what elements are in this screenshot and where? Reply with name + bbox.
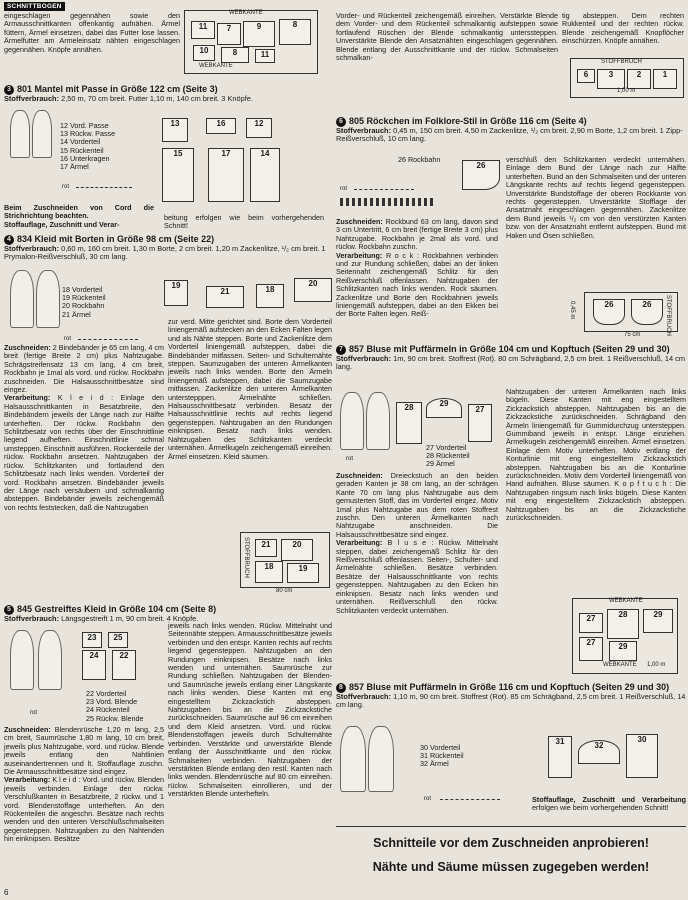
section-code: 805 [349, 116, 365, 126]
pattern-piece: 11 [191, 21, 215, 39]
pattern-piece: 2 [627, 69, 651, 89]
pattern-piece: 18 [256, 284, 284, 308]
paragraph: zur verd. Mitte gerichtet sind. Borte dem Vorderteil liniengemäß aufstecken an den Ecken Falten legen und als Nähte steppen. Borte und Zackenlitze dem Vorderteil liniengemäß aufsteppen, dabei die Bindebänder mitfassen. Seiten- und Schulternähte steppen. Saumzugaben der unteren Ärmelkanten jeweils nach links wenden. Borte den Ärmeln liniengemäß aufsteppen, dabei die Saumzugabe mitfassen. Zackenlitze den unteren Ärmelkanten unterstepppen. Ärmelnähte schließen. Halsausschnittbesatz verbinden. Besatz der Halsausschnittlinie rechts auf rechts liegend gegensteppen. Nahtzugaben an den Rundungen einknipsen. Besatz nach links wenden. Nahtzugaben des Schlitzkanten verdeckt unternähen. Ärmelkugeln zeichengemäß einreihen. Ärmel einsetzen. Kleid säumen. [168, 317, 332, 461]
rot-label: rot [340, 186, 348, 192]
paragraph: K l e i d : Einlage den Halsausschnittkanten in Besatzbreite, den Bindebändern jeweils der Länge nach zur Hälfte unterheften. Der rückw. Rockbahn den Schlitzbesatz von rechts über der Einschnittlinie liegend aufheften. Einschnittlinie schmal umsteppen. Einschnitt ausführen. Rockenteile der rückw. Rockbahn ansetzen. Nahtzugaben der rückw. Schlitzkanten und fortlaufend den Schlitzbesatz nach links wenden. Vorderteil der vord. Rockbahn ansetzen. Bindebänder jeweils der Länge nach versäubern und schmalkantig absteppen. Bindebänder jeweils zeichengemäß von rechts feststecken, daß die Nahtzugaben [4, 393, 164, 512]
part-item: 25 Rückw. Blende [86, 713, 144, 723]
part-item: 23 Vord. Blende [86, 697, 138, 707]
pattern-piece: 18 [255, 561, 283, 583]
diagram-label: WEBKANTE [229, 10, 263, 16]
pattern-piece: 7 [217, 23, 241, 45]
paragraph: Rockbund 63 cm lang, davon sind 3 cm Untertritt, 6 cm breit (fertige Breite 3 cm) plus Nahtzugabe. Rockbahn je 2mal als vord. und rückw. Rockbahn zuschn. [336, 217, 498, 252]
paragraph: Vorder- und Rückenteil zeichengemäß einreihen. Verstärkte Blende dem Vorder- und dem Rückenteil schmalkantig aufsteppen sowie fortlaufend Rüschen der Blende schmalkantig unterssteppen. Unverstärkte Blende den Ansatznähten eingeschlagen gegennähen. Blende entlang der Ausschnittkante und der rückw. Schmalseiten schmalkan- [336, 11, 558, 63]
label: Stoffverbrauch: [336, 353, 392, 363]
pattern-piece: 26 [462, 160, 500, 190]
value: Längsgestreift 1 m, 90 cm breit. 4 Knöpfe. [61, 613, 199, 623]
note-text: beitung erfolgen wie beim vorhergehenden Schnitt! [164, 213, 324, 231]
part-item: 12 Vord. Passe [60, 121, 109, 130]
pattern-piece: 20 [294, 278, 332, 302]
parts-list [60, 122, 115, 171]
note [532, 796, 686, 813]
selvedge-line [78, 339, 138, 340]
label: Zuschneiden: [4, 725, 51, 734]
value: 1m, 90 cm breit. Stoffrest (Rot). 80 cm Schrägband, 2,5 cm breit. 1 Reißverschluß, 14 cm lang. [336, 353, 685, 372]
child-figure-illustration [368, 726, 394, 792]
fabric-consumption [4, 95, 334, 103]
section-heading: Bluse mit Puffärmeln in Größe 104 cm und Kopftuch (Seiten 29 und 30) [366, 344, 670, 354]
assembly-instructions [506, 156, 686, 240]
pattern-piece: 27 [579, 613, 603, 633]
paragraph: Dreieckstuch an den beiden geraden Kanten je 38 cm lang, an der schrägen Kante 70 cm lang plus Nahtzugabe aus dem gemusterten Stoff, das im Vorderteil eingez. Motiv 1mal plus Nahtzugabe aus dem roten Stoffrest zuschn. Den unteren Ärmelkanten nach Nahtzugabe anschneiden. Die Halsausschnittbesätze sind eingez. [336, 471, 499, 539]
paragraph: tig absteppen. Dem rechten Rukkenteil und der rechten rückw. Blende zeichengemäß Knopflöcher einschürzen. Knöpfe annähen. [562, 11, 684, 46]
section-number: 5 [4, 605, 14, 615]
paragraph: R o c k : Rockbahnen verbinden und zur Rundung schließen, dabei an der linken Seitennaht zeichengemäß Schlitz für den Reißverschluß offenlassen. Nahtzugaben der Schlitzkanten nach links wenden. Rock säumen. Zackenlitze und Borte den Rockbahnen jeweils liniengemäß aufsteppen, dabei an den Ekken bei der Borte Falten legen. Reiß- [336, 250, 498, 319]
note-continued [164, 214, 324, 231]
pattern-piece: 14 [250, 148, 280, 202]
section-code: 857 [349, 344, 365, 354]
pattern-piece: 21 [206, 286, 244, 308]
pattern-piece: 22 [112, 650, 136, 680]
pattern-piece: 25 [108, 632, 128, 648]
section-heading: Kleid mit Borten in Größe 98 cm (Seite 22) [34, 234, 215, 244]
child-figure-illustration [340, 726, 366, 792]
label: Stoffverbrauch: [4, 613, 60, 623]
part-item: 13 Rückw. Passe [60, 129, 116, 139]
intro-text: eingeschlagen gegennähen sowie den Armausschnittkanten offenkantig aufnähen. Ärmel füttern, Ärmel einsetzen, dabei das Futter lose lassen. Ärmelfutter am Armeleinsatz nähten eingeschlagen gegennähen. Knöpfe annähen. [4, 11, 180, 54]
note-text: Stoffauflage, Zuschnitt und Verarbeitung [532, 795, 686, 804]
part-item: 29 Ärmel [426, 459, 455, 469]
pattern-piece: 17 [208, 148, 244, 202]
label: Zuschneiden: [4, 343, 51, 352]
part-item: 15 Rückenteil [60, 145, 104, 155]
section-code: 801 [17, 84, 33, 94]
intro-text-block [4, 12, 180, 54]
diagram-label: WEBKANTE [603, 662, 637, 668]
paragraph: jeweils nach links wenden. Rückw. Mittelnaht und Seitennähte steppen. Armausschnittbesätze jeweils verbinden und den entspr. Kanten rechts auf rechts liegend gegensteppen. Nahtzugaben an den Rundungen einknipsen. Besätze nach links wenden und unternähen. Saumrüsche zur Rundung schließen. Nahtzugaben der Blenden- und Saumrüsche jeweils entlang einer Längskante nach links wenden. Diese Kanten mit eng eingestelltem Zickzackstich absteppen. Nahtzugaben bis an die Zickzackstiche zurückschneiden. Saumrüsche auf 96 cm einreihen und dem Kleid ansetzen. Vord. und rückw. Blendenstoffagen jeweils durch Schulternähte verbinden. Verstärkte und unverstärkte Blende entlang der Ausschnittkante und den rückw. Schmalseiten verbinden. Nahtzugaben der verstärkten Blende entlang den restl. Kanten nach links wenden. Blendenrüsche auf 80 cm einreihen. rückw. Schmalseiten einrollieren, und der verstärkten Blende unterhefteln. [168, 621, 332, 799]
part-item: 32 Ärmel [420, 759, 449, 769]
assembly-instructions [168, 318, 332, 461]
pattern-piece: 8 [279, 19, 311, 45]
part-item: 14 Vorderteil [60, 137, 101, 147]
pattern-piece: 28 [607, 609, 639, 639]
child-figure-illustration [32, 110, 52, 158]
child-figure-illustration [10, 630, 34, 690]
part-item: 26 Rockbahn [398, 155, 441, 164]
child-figure-illustration [366, 392, 390, 450]
part-item: 28 Rückenteil [426, 451, 470, 461]
part-item: 24 Rückenteil [86, 705, 130, 715]
label: Stoffverbrauch: [336, 691, 392, 701]
pattern-piece: 15 [162, 148, 194, 202]
pattern-piece: 23 [82, 632, 102, 648]
text-block [336, 12, 558, 62]
sheet-tag: SCHNITTBOGEN [4, 2, 65, 11]
diagram-label: WEBKANTE [199, 63, 233, 69]
banner-seam-allowance: Nähte und Säume müssen zugegeben werden! [372, 860, 650, 874]
divider [336, 826, 686, 827]
rot-label: rot [30, 710, 38, 716]
value: 1,10 m, 90 cm breit. Stoffrest (Rot). 85 cm Schrägband, 2,5 cm breit. 1 Reißverschluß, 14 cm lang. [336, 691, 686, 710]
paragraph: Blendenrüsche 1,20 m lang, 2,5 cm breit, Saumrüsche 1,80 m lang, 10 cm breit, jeweils plus Nahtzugabe, vord. und rückw. Blende jeweils entlang den Nahtlinien auseinandertrennen und lt. Stoffauflage zuschn. Die Armausschnittbesätze sind eingez. [4, 725, 164, 777]
section-number: 7 [336, 345, 346, 355]
diagram-label: 0,45 m [569, 301, 575, 320]
section-code: 845 [17, 604, 33, 614]
section-857-104 [336, 344, 686, 371]
rot-label: rot [346, 456, 354, 462]
section-heading: Gestreiftes Kleid in Größe 104 cm (Seite 8) [34, 604, 217, 614]
paragraph: Nahtzugaben der unteren Ärmelkanten nach links bügeln. Diese Kanten mit eng eingestelltem Zickzackstich absteppen. Nahtzugaben bis an die Zickzackstiche zurückschneiden. Schrägband den Ärmeln liniengemäß für Gummidurchzug untersteppen. Gummiband jeweils in entspr. Länge einziehen. Ärmelkugeln zeichengemäß einreihen. Ärmel einsetzen. Einlage dem Motiv unterheften. Motiv entlang der Konturlinie mit eng eingestelltem Zickzackstich absteppen. Nahtzugaben bis an die Konturlinie zurückschneiden. Motiv dem Vorderteil liniengemäß von Hand aufnähen. Bluse säumen. K o p f t u c h : Die Nahtzugaben ringsum nach links bügeln. Diese Kanten mit eng eingestelltem Zickzackstich absteppen. Nahtzugaben bis an die Zickzackstiche zurückschneiden. [506, 387, 686, 523]
section-number: 3 [4, 85, 14, 95]
selvedge-line [354, 189, 414, 190]
section-834 [4, 234, 334, 261]
section-heading: Röckchen im Folklore-Stil in Größe 116 cm (Seite 4) [366, 116, 587, 126]
part-item: 16 Unterkragen [60, 153, 110, 163]
pattern-piece: 19 [164, 280, 188, 306]
diagram-label: STOFFBRUCH [665, 295, 671, 336]
note [4, 204, 154, 229]
section-code: 857 [349, 682, 365, 692]
pattern-piece: 24 [82, 650, 106, 680]
pattern-piece: 20 [281, 539, 313, 561]
pattern-piece: 12 [246, 118, 272, 138]
parts-list [426, 444, 470, 469]
pattern-piece: 27 [468, 404, 492, 442]
paragraph: K l e i d : Vord. und rückw. Blenden jeweils verbinden. Einlage den rückw. Verschlußkanten in Besatzbreite, 2 rückw. und 1 vord. Blendenstoffage unterheften. An den Rückenteilen die angeschn. Besätze nach rechts wenden und den unteren Verschlußschmalseiten gegensteppen. Nahtzugaben zu den Nahtenden hin einknipsen. Besätze [4, 775, 164, 844]
paragraph: 2 Bindebänder je 65 cm lang, 4 cm breit (fertige Breite 2 cm) plus Nahtzugabe. Schrägstreifensatz 13 cm lang, 4 cm breit, Rockbahn je 1mal als vord. und rückw. Rockbahn zuschneiden. Die Halsausschnittbesätze sind eingez. [4, 343, 165, 395]
pattern-piece: 28 [396, 402, 422, 444]
layout-diagram-834 [240, 532, 330, 588]
diagram-label: STOFFBRUCH [243, 537, 249, 578]
pattern-piece: 31 [548, 736, 572, 778]
pattern-piece: 3 [597, 69, 625, 89]
label: Verarbeitung: [336, 538, 383, 548]
pattern-piece: 19 [287, 563, 319, 583]
pattern-piece: 29 [609, 641, 637, 661]
diagram-label: WEBKANTE [609, 598, 643, 604]
parts-list [420, 744, 464, 769]
part-item: 22 Vorderteil [86, 689, 127, 698]
value: 0,60 m, 160 cm breit. 1,30 m Borte, 2 cm breit. 1,20 m Zackenlitze, ¹/₂ cm breit. 1 Prymalon-Reißverschluß, 30 cm lang. [4, 243, 326, 262]
part-item: 20 Rockbahn [62, 301, 105, 311]
assembly-instructions [168, 622, 332, 799]
text-block [562, 12, 684, 46]
value: 0,45 m, 150 cm breit. 4,50 m Zackenlitze, ¹/₂ cm breit. 2,90 m Borte, 1,2 cm breit. 1 Zipp-Reißverschluß, 10 cm lang. [336, 125, 683, 144]
cutting-instructions [4, 726, 164, 844]
part-item: 27 Vorderteil [426, 443, 467, 452]
pattern-piece: 27 [579, 637, 603, 661]
parts-list [86, 690, 144, 723]
section-number: 4 [4, 235, 14, 245]
layout-diagram-857-104 [572, 598, 678, 674]
pattern-piece: 26 [593, 299, 625, 325]
diagram-label: STOFFBRUCH [601, 59, 642, 65]
label: Stoffverbrauch: [4, 243, 60, 253]
pattern-piece: 16 [206, 118, 236, 134]
section-heading: Bluse mit Puffärmeln in Größe 116 cm und Kopftuch (Seiten 29 und 30) [366, 682, 670, 692]
pattern-piece: 32 [578, 740, 620, 764]
note-text: Beim Zuschneiden von Cord die Strichrichtung beachten. [4, 203, 154, 221]
trim-illustration [340, 198, 436, 206]
assembly-instructions [506, 388, 686, 523]
pattern-piece: 29 [426, 398, 462, 418]
pattern-piece: 21 [255, 539, 277, 557]
label: Verarbeitung: [4, 393, 51, 403]
pattern-piece: 26 [631, 299, 663, 325]
part-item: 21 Ärmel [62, 309, 91, 319]
page-number: 6 [4, 888, 9, 897]
parts-list [62, 286, 106, 319]
section-857-116 [336, 682, 686, 709]
child-figure-illustration [10, 270, 34, 328]
fabric-consumption [4, 245, 334, 262]
pattern-piece: 6 [577, 69, 595, 83]
part-item: 19 Rückenteil [62, 293, 106, 303]
selvedge-line [76, 187, 132, 188]
cutting-instructions [4, 344, 164, 512]
diagram-label: 1,00 m [647, 662, 666, 668]
parts-list [398, 156, 440, 164]
pattern-piece: 11 [255, 49, 275, 63]
child-figure-illustration [36, 270, 60, 328]
part-item: 17 Ärmel [60, 162, 89, 172]
section-number: 6 [336, 117, 346, 127]
pattern-piece: 29 [643, 609, 673, 633]
label: Stoffverbrauch: [4, 93, 60, 103]
part-item: 30 Vorderteil [420, 743, 461, 752]
fabric-consumption [336, 355, 686, 372]
paragraph: verschluß den Schlitzkanten verdeckt unternähen. Einlage dem Bund der Länge nach zur Hälfte unterheften. Bund an den Schmalseiten und der unteren Längskante rechts auf rechts liegend gegensteppen. Unverstärkte Bundstoffage der oberen Rockkante von rechts gegensteppen. Unverstärkte Stofflage der Ansatznaht eingeschlagen gegennähen. Zackenlitze dem Bund jeweils ¹/₂ cm von den verstürzten Kanten bzw. von der Ansatznaht entfernt aufsteppen. Bund mit Haken und Ösen schließen. [506, 155, 686, 240]
pattern-piece: 30 [626, 734, 658, 778]
paragraph: B l u s e : Rückw. Mittelnaht steppen, dabei zeichengemäß Schlitz für den Reißverschluß offenlassen. Seiten-, Schulter- und Ärmelnähte schließen. Besätze verbinden. Besätze der Halsausschnittkante von rechts gegensteppen. Nahtzugaben zu den Ecken hin einknipsen. Besatz nach links wenden und unternähen. Reißverschluß den rückw. Schlitzkanten verdeckt unternähen. [336, 538, 498, 615]
section-801 [4, 84, 334, 103]
label: Verarbeitung: [336, 250, 383, 260]
label: Verarbeitung: [4, 775, 51, 785]
part-item: 18 Vorderteil [62, 285, 103, 294]
layout-diagram-top-right [570, 58, 684, 98]
section-code: 834 [17, 234, 33, 244]
pattern-piece: 9 [243, 21, 275, 47]
label: Stoffverbrauch: [336, 125, 392, 135]
diagram-label: 75 cm [624, 332, 641, 338]
rot-label: rot [62, 184, 70, 190]
banner-try-on: Schnitteile vor dem Zuschneiden anprobieren! [373, 836, 649, 850]
rot-label: rot [64, 336, 72, 342]
pattern-piece: 1 [653, 69, 677, 89]
pattern-piece: 10 [193, 45, 215, 61]
note-text: erfolgen wie beim vorhergehenden Schnitt! [532, 803, 669, 813]
label: Zuschneiden: [336, 471, 383, 480]
layout-diagram-top [184, 10, 318, 74]
diagram-label: 1,00 m [617, 88, 636, 94]
fabric-consumption [336, 127, 686, 144]
cutting-instructions [336, 218, 498, 319]
cutting-instructions [336, 472, 498, 615]
child-figure-illustration [38, 630, 62, 690]
child-figure-illustration [10, 110, 30, 158]
pattern-piece: 8 [221, 47, 249, 63]
section-805 [336, 116, 686, 143]
selvedge-line [440, 799, 500, 800]
fabric-consumption [336, 693, 686, 710]
label: Zuschneiden: [336, 217, 383, 226]
rot-label: rot [424, 796, 432, 802]
pattern-piece: 13 [162, 118, 188, 142]
diagram-label: 80 cm [276, 588, 293, 594]
section-heading: Mantel mit Passe in Größe 122 cm (Seite 3) [34, 84, 218, 94]
section-number: 8 [336, 683, 346, 693]
value: 2,50 m, 70 cm breit. Futter 1,10 m, 140 cm breit. 3 Knöpfe. [61, 93, 253, 103]
note-text: Stoffauflage, Zuschnitt und Verar- [4, 219, 120, 229]
child-figure-illustration [340, 392, 364, 450]
part-item: 31 Rückenteil [420, 751, 464, 761]
